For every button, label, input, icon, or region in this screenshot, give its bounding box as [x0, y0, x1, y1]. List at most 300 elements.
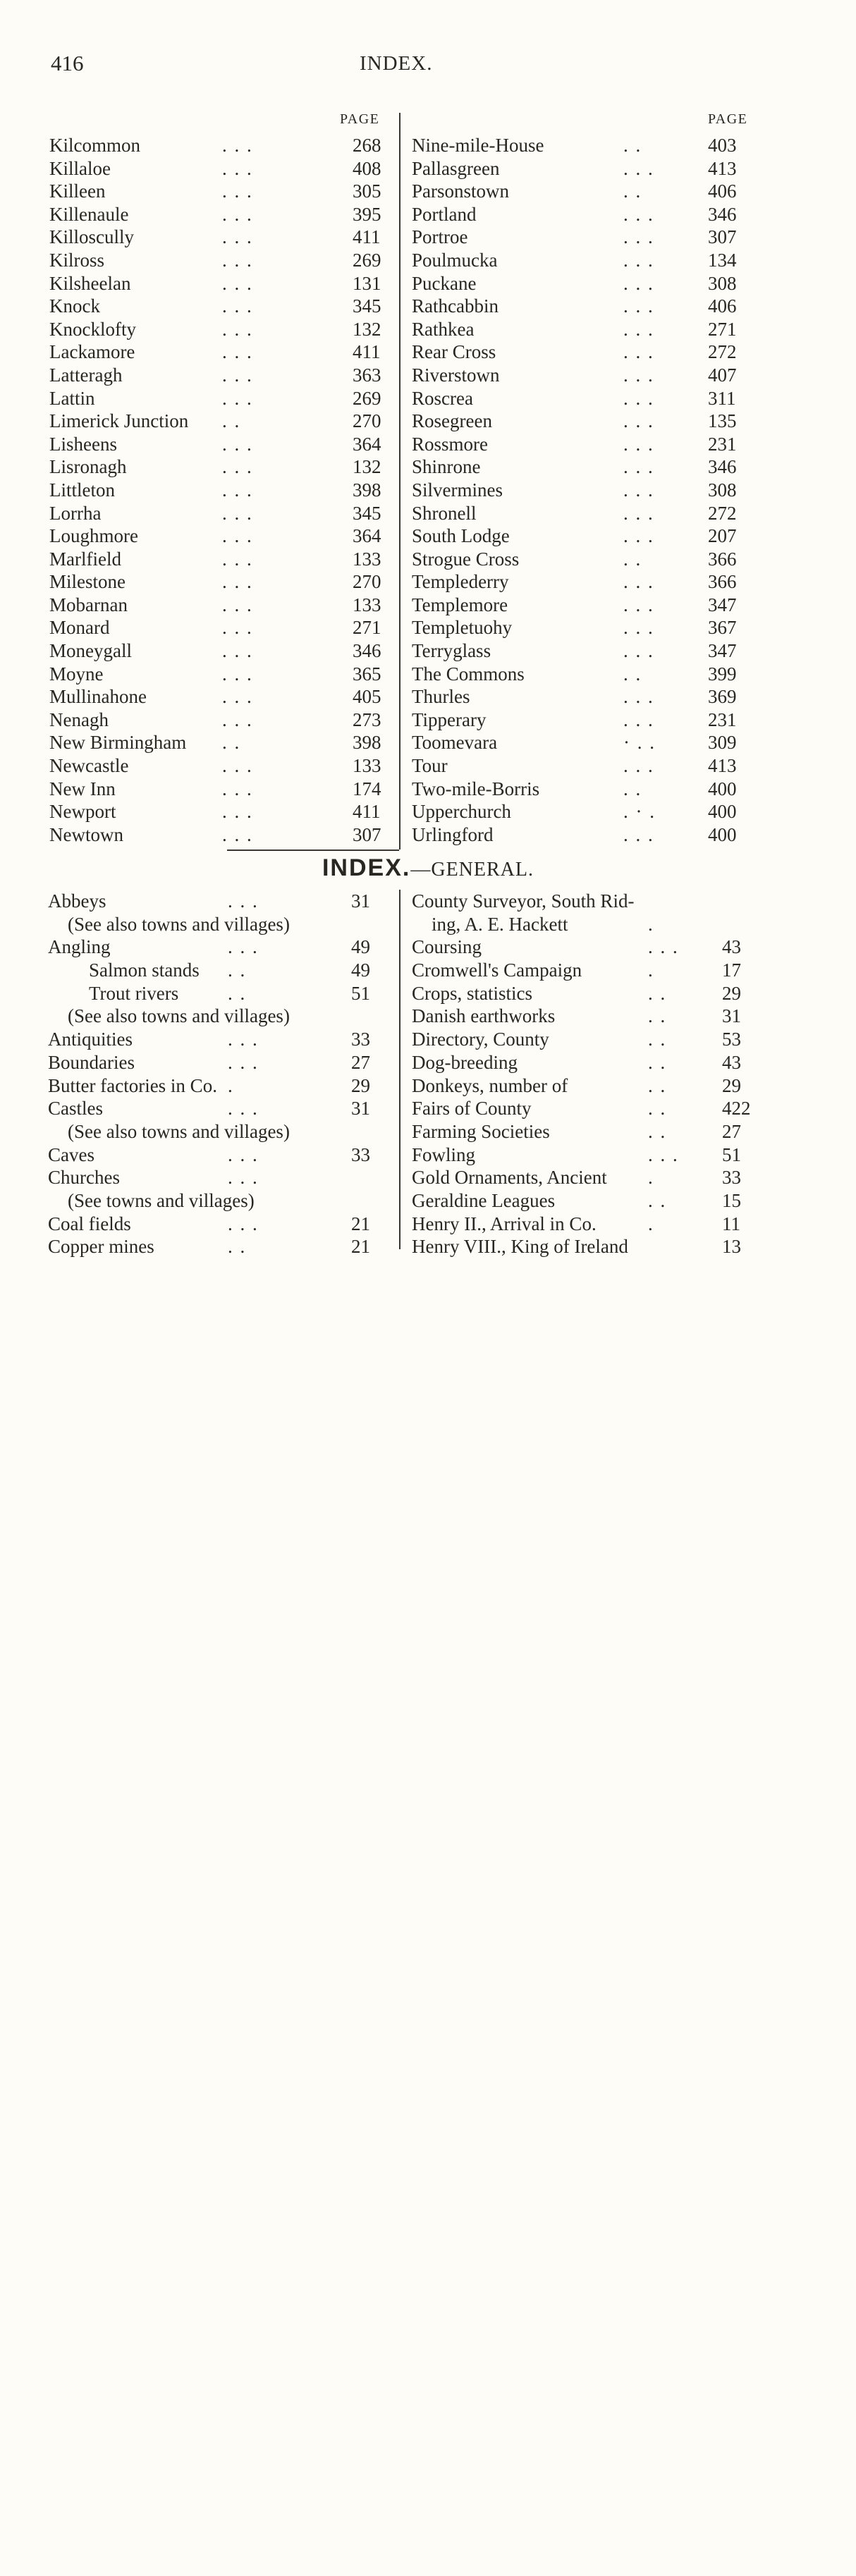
entry-page-number: 345 — [353, 502, 381, 524]
entry-leader-dots: . . . — [623, 571, 654, 593]
index-entry — [49, 455, 395, 479]
entry-page-number: 308 — [708, 479, 737, 501]
entry-leader-dots: . . . — [623, 525, 654, 547]
index-entry — [412, 433, 807, 456]
entry-name: South Lodge — [412, 525, 510, 547]
general-index-entry — [48, 890, 397, 913]
index-entry — [49, 226, 395, 249]
entry-page-number: 422 — [722, 1098, 751, 1120]
index-entry — [49, 134, 395, 157]
entry-leader-dots: . . — [623, 180, 642, 202]
index-entry — [49, 203, 395, 226]
general-index-entry — [48, 1051, 397, 1074]
entry-name: Puckane — [412, 272, 477, 294]
page-header — [0, 51, 856, 79]
general-index-entry — [48, 913, 397, 936]
entry-page-number: 400 — [708, 823, 737, 845]
index-entry — [412, 502, 807, 525]
entry-leader-dots: . . . — [228, 1051, 259, 1073]
entry-leader-dots: . . . — [222, 433, 253, 455]
entry-name: Templemore — [412, 594, 508, 615]
entry-name: Kilross — [49, 249, 105, 271]
entry-leader-dots: . . . — [222, 778, 253, 799]
entry-leader-dots: . . . — [623, 479, 654, 501]
general-index-entry — [48, 1143, 397, 1167]
entry-page-number: 407 — [708, 364, 737, 386]
entry-page-number: 309 — [708, 732, 737, 754]
entry-leader-dots: . . . — [623, 502, 654, 524]
general-index-entry — [48, 1074, 397, 1098]
entry-page-number: 413 — [708, 157, 737, 179]
entry-leader-dots: . . . — [222, 341, 253, 363]
entry-name: (See also towns and villages) — [68, 1120, 290, 1142]
entry-name: Lorrha — [49, 502, 102, 524]
entry-leader-dots: . — [228, 1074, 234, 1096]
entry-page-number: 21 — [351, 1236, 370, 1258]
entry-page-number: 49 — [351, 959, 370, 981]
entry-leader-dots: . . — [228, 959, 247, 981]
general-index-entry — [412, 1074, 821, 1098]
entry-leader-dots: . . . — [623, 640, 654, 662]
entry-page-number: 51 — [722, 1143, 741, 1165]
index-entry — [49, 387, 395, 410]
entry-name: Portland — [412, 203, 477, 225]
entry-leader-dots: . . . — [222, 226, 253, 248]
entry-leader-dots: . . — [648, 1189, 667, 1211]
entry-page-number: 364 — [353, 433, 381, 455]
entry-name: Crops, statistics — [412, 982, 533, 1004]
index-entry — [49, 639, 395, 663]
entry-name: Donkeys, number of — [412, 1074, 568, 1096]
entry-leader-dots: . . — [648, 1029, 667, 1050]
entry-name: Latteragh — [49, 364, 123, 386]
entry-leader-dots: . . . — [623, 295, 654, 317]
entry-name: Terryglass — [412, 640, 491, 662]
index-entry — [412, 479, 807, 502]
entry-name: Newcastle — [49, 755, 129, 777]
entry-leader-dots: . . . — [222, 387, 253, 409]
entry-name: Lackamore — [49, 341, 135, 363]
entry-leader-dots: . . — [623, 548, 642, 570]
entry-leader-dots: . . . — [222, 548, 253, 570]
entry-leader-dots: . . . — [222, 801, 253, 823]
entry-name: Rosegreen — [412, 410, 492, 432]
entry-leader-dots: . . . — [222, 456, 253, 478]
entry-page-number: 411 — [353, 801, 381, 823]
index-entry — [412, 616, 807, 639]
entry-page-number: 400 — [708, 778, 737, 799]
general-list-right — [412, 890, 821, 1258]
entry-page-number: 132 — [353, 318, 381, 340]
general-index-title-main: INDEX. — [322, 854, 411, 881]
index-entry — [412, 570, 807, 594]
index-entry — [49, 800, 395, 823]
entry-leader-dots: . . — [648, 1098, 667, 1120]
entry-leader-dots: . . . — [222, 272, 253, 294]
index-entry — [412, 823, 807, 847]
entry-name: Killeen — [49, 180, 106, 202]
general-index-entry — [48, 1097, 397, 1120]
entry-page-number: 408 — [353, 157, 381, 179]
entry-leader-dots: . . . — [222, 617, 253, 639]
entry-page-number: 29 — [722, 1074, 741, 1096]
entry-name: Moneygall — [49, 640, 132, 662]
general-index-entry — [412, 936, 821, 959]
entry-name: Rathcabbin — [412, 295, 499, 317]
index-entry — [412, 548, 807, 571]
entry-leader-dots: . — [648, 1167, 654, 1189]
entry-page-number: 11 — [722, 1213, 740, 1234]
entry-page-number: 270 — [353, 571, 381, 593]
right-column-page-header: PAGE — [708, 111, 748, 127]
index-entry — [49, 249, 395, 272]
entry-leader-dots: . . . — [623, 249, 654, 271]
entry-name: Lattin — [49, 387, 95, 409]
entry-leader-dots: . . . — [623, 456, 654, 478]
entry-name: The Commons — [412, 663, 525, 685]
general-index-entry — [412, 1143, 821, 1167]
entry-leader-dots: . . . — [623, 226, 654, 248]
entry-name: Monard — [49, 617, 110, 639]
index-entry — [49, 364, 395, 387]
entry-page-number: 269 — [353, 249, 381, 271]
index-entry — [49, 502, 395, 525]
general-index-entry — [412, 1189, 821, 1213]
entry-name: Rathkea — [412, 318, 475, 340]
entry-page-number: 273 — [353, 709, 381, 730]
entry-leader-dots: . . . — [222, 663, 253, 685]
index-entry — [412, 295, 807, 318]
towns-list-left — [49, 134, 395, 846]
entry-name: Trout rivers — [89, 982, 179, 1004]
entry-name: Cromwell's Campaign — [412, 959, 582, 981]
entry-page-number: 365 — [353, 663, 381, 685]
entry-name: New Birmingham — [49, 732, 187, 754]
entry-leader-dots: . . . — [228, 936, 259, 958]
entry-leader-dots: . . . — [222, 295, 253, 317]
entry-leader-dots: . . . — [623, 157, 654, 179]
entry-page-number: 132 — [353, 456, 381, 478]
entry-name: Coursing — [412, 936, 482, 958]
index-entry — [49, 318, 395, 341]
entry-name: Angling — [48, 936, 111, 958]
index-entry — [412, 709, 807, 732]
entry-page-number: 311 — [708, 387, 736, 409]
general-index-entry — [48, 1213, 397, 1236]
index-entry — [412, 594, 807, 617]
general-index-entry — [412, 1051, 821, 1074]
entry-leader-dots: . . — [648, 1051, 667, 1073]
entry-name: Shronell — [412, 502, 477, 524]
entry-leader-dots: . . . — [222, 249, 253, 271]
entry-leader-dots: . . . — [222, 571, 253, 593]
entry-leader-dots: . . — [228, 1236, 247, 1258]
entry-page-number: 271 — [353, 617, 381, 639]
index-entry — [49, 731, 395, 754]
entry-leader-dots: . . . — [222, 502, 253, 524]
general-index-entry — [48, 936, 397, 959]
entry-page-number: 31 — [351, 890, 370, 912]
entry-name: County Surveyor, South Rid- — [412, 890, 635, 912]
entry-name: ing, A. E. Hackett — [432, 913, 568, 935]
general-index-entry — [412, 1005, 821, 1028]
index-entry — [412, 455, 807, 479]
entry-page-number: 271 — [708, 318, 737, 340]
entry-page-number: 305 — [353, 180, 381, 202]
index-entry — [49, 685, 395, 709]
entry-leader-dots: . . . — [222, 709, 253, 730]
entry-leader-dots: . . . — [623, 755, 654, 777]
entry-name: Urlingford — [412, 823, 494, 845]
entry-page-number: 346 — [353, 640, 381, 662]
entry-leader-dots: . . . — [228, 890, 259, 912]
index-entry — [412, 525, 807, 548]
entry-page-number: 231 — [708, 709, 737, 730]
index-entry — [49, 616, 395, 639]
entry-name: Kilsheelan — [49, 272, 131, 294]
entry-name: Portroe — [412, 226, 468, 248]
entry-leader-dots: . . . — [228, 1213, 259, 1234]
entry-leader-dots: . . . — [222, 686, 253, 708]
entry-leader-dots: . . — [648, 1005, 667, 1027]
entry-leader-dots: . . . — [623, 709, 654, 730]
entry-page-number: 27 — [722, 1120, 741, 1142]
entry-page-number: 272 — [708, 502, 737, 524]
general-index-entry — [412, 890, 821, 913]
entry-name: Killoscully — [49, 226, 134, 248]
entry-leader-dots: . . . — [623, 387, 654, 409]
general-index-entry — [48, 959, 397, 982]
entry-name: Knock — [49, 295, 100, 317]
index-entry — [49, 295, 395, 318]
entry-leader-dots: . . . — [222, 180, 253, 202]
entry-leader-dots: · . . — [623, 732, 656, 754]
general-index-entry — [48, 982, 397, 1005]
general-index-entry — [412, 1213, 821, 1236]
entry-page-number: 363 — [353, 364, 381, 386]
entry-page-number: 31 — [351, 1098, 370, 1120]
index-entry — [412, 410, 807, 433]
entry-name: Fowling — [412, 1143, 476, 1165]
entry-leader-dots: . . . — [222, 364, 253, 386]
entry-leader-dots: . . — [623, 778, 642, 799]
entry-leader-dots: . . . — [648, 936, 679, 958]
left-column-page-header: PAGE — [340, 111, 380, 127]
entry-leader-dots: . . . — [228, 1143, 259, 1165]
entry-page-number: 133 — [353, 755, 381, 777]
general-index-entry — [48, 1005, 397, 1028]
entry-name: Moyne — [49, 663, 104, 685]
general-index-entry — [412, 1120, 821, 1143]
general-index-entry — [412, 1235, 821, 1258]
entry-page-number: 269 — [353, 387, 381, 409]
entry-name: Strogue Cross — [412, 548, 520, 570]
entry-leader-dots: . . . — [623, 272, 654, 294]
entry-name: Nenagh — [49, 709, 109, 730]
index-entry — [412, 341, 807, 364]
entry-page-number: 17 — [722, 959, 741, 981]
entry-page-number: 51 — [351, 982, 370, 1004]
entry-page-number: 347 — [708, 594, 737, 615]
index-entry — [412, 754, 807, 778]
entry-leader-dots: . . . — [623, 686, 654, 708]
entry-page-number: 43 — [722, 936, 741, 958]
entry-name: Silvermines — [412, 479, 503, 501]
index-entry — [412, 778, 807, 801]
entry-name: Butter factories in Co. — [48, 1074, 217, 1096]
entry-leader-dots: . . . — [222, 318, 253, 340]
entry-name: Directory, County — [412, 1029, 549, 1050]
entry-name: Limerick Junction — [49, 410, 189, 432]
index-entry — [49, 479, 395, 502]
entry-name: Henry VIII., King of Ireland — [412, 1236, 628, 1258]
entry-page-number: 406 — [708, 180, 737, 202]
entry-page-number: 400 — [708, 801, 737, 823]
entry-name: Mullinahone — [49, 686, 147, 708]
entry-leader-dots: . . . — [623, 364, 654, 386]
entry-leader-dots: . . — [623, 135, 642, 156]
entry-page-number: 403 — [708, 135, 737, 156]
entry-name: Rossmore — [412, 433, 488, 455]
index-entry — [49, 548, 395, 571]
index-entry — [49, 823, 395, 847]
entry-page-number: 135 — [708, 410, 737, 432]
entry-name: Lisheens — [49, 433, 117, 455]
entry-name: (See towns and villages) — [68, 1189, 255, 1211]
entry-page-number: 33 — [351, 1029, 370, 1050]
entry-leader-dots: . . . — [222, 823, 253, 845]
entry-page-number: 398 — [353, 732, 381, 754]
entry-name: Two-mile-Borris — [412, 778, 540, 799]
index-entry — [49, 778, 395, 801]
entry-page-number: 346 — [708, 203, 737, 225]
entry-name: Tipperary — [412, 709, 487, 730]
general-index-entry — [48, 1120, 397, 1143]
towns-list-right — [412, 134, 807, 846]
entry-leader-dots: . . . — [228, 1098, 259, 1120]
entry-name: Loughmore — [49, 525, 138, 547]
entry-name: Dog-breeding — [412, 1051, 518, 1073]
entry-name: Tour — [412, 755, 448, 777]
general-index-title — [0, 854, 856, 882]
entry-name: Marlfield — [49, 548, 121, 570]
entry-leader-dots: . . . — [648, 1143, 679, 1165]
entry-page-number: 369 — [708, 686, 737, 708]
general-index-entry — [412, 982, 821, 1005]
entry-name: Boundaries — [48, 1051, 135, 1073]
entry-name: Knocklofty — [49, 318, 136, 340]
entry-page-number: 346 — [708, 456, 737, 478]
entry-name: Caves — [48, 1143, 94, 1165]
entry-page-number: 43 — [722, 1051, 741, 1073]
general-index-entry — [412, 1166, 821, 1189]
entry-leader-dots: . . . — [222, 135, 253, 156]
index-entry — [412, 180, 807, 203]
entry-name: Littleton — [49, 479, 115, 501]
index-entry — [412, 800, 807, 823]
index-entry — [412, 639, 807, 663]
index-entry — [412, 685, 807, 709]
entry-name: (See also towns and villages) — [68, 913, 290, 935]
entry-page-number: 307 — [353, 823, 381, 845]
entry-leader-dots: . . . — [623, 410, 654, 432]
entry-page-number: 307 — [708, 226, 737, 248]
entry-name: Killaloe — [49, 157, 111, 179]
entry-name: Antiquities — [48, 1029, 133, 1050]
entry-page-number: 268 — [353, 135, 381, 156]
general-index-entry — [48, 1189, 397, 1213]
entry-name: Salmon stands — [89, 959, 200, 981]
entry-leader-dots: . . — [648, 1074, 667, 1096]
page-number: 416 — [51, 51, 84, 75]
entry-page-number: 270 — [353, 410, 381, 432]
entry-leader-dots: . · . — [623, 801, 656, 823]
general-index-entry — [412, 1097, 821, 1120]
entry-name: Riverstown — [412, 364, 500, 386]
entry-leader-dots: . . — [623, 663, 642, 685]
entry-leader-dots: . — [648, 1213, 654, 1234]
general-index-title-sub: —GENERAL. — [410, 859, 534, 881]
index-entry — [412, 387, 807, 410]
general-index-entry — [412, 959, 821, 982]
running-title: INDEX. — [360, 52, 433, 75]
entry-leader-dots: . . . — [222, 525, 253, 547]
general-index-entry — [48, 1235, 397, 1258]
entry-name: Gold Ornaments, Ancient — [412, 1167, 607, 1189]
entry-leader-dots: . . . — [222, 203, 253, 225]
entry-leader-dots: . . . — [222, 479, 253, 501]
entry-page-number: 29 — [722, 982, 741, 1004]
entry-page-number: 27 — [351, 1051, 370, 1073]
entry-page-number: 308 — [708, 272, 737, 294]
entry-page-number: 272 — [708, 341, 737, 363]
entry-name: Mobarnan — [49, 594, 128, 615]
entry-leader-dots: . . — [648, 982, 667, 1004]
entry-leader-dots: . . — [222, 410, 241, 432]
entry-leader-dots: . . . — [222, 157, 253, 179]
entry-page-number: 367 — [708, 617, 737, 639]
entry-name: Toomevara — [412, 732, 498, 754]
entry-leader-dots: . . . — [623, 594, 654, 615]
entry-name: Parsonstown — [412, 180, 510, 202]
entry-leader-dots: . . . — [623, 318, 654, 340]
index-entry — [412, 203, 807, 226]
entry-name: Pallasgreen — [412, 157, 500, 179]
index-entry — [412, 226, 807, 249]
index-entry — [49, 341, 395, 364]
entry-leader-dots: . . . — [623, 617, 654, 639]
index-entry — [412, 157, 807, 180]
index-entry — [412, 134, 807, 157]
entry-page-number: 405 — [353, 686, 381, 708]
entry-name: Fairs of County — [412, 1098, 532, 1120]
index-entry — [49, 709, 395, 732]
entry-page-number: 134 — [708, 249, 737, 271]
entry-page-number: 133 — [353, 594, 381, 615]
entry-page-number: 366 — [708, 548, 737, 570]
entry-name: Henry II., Arrival in Co. — [412, 1213, 597, 1234]
entry-name: Farming Societies — [412, 1120, 550, 1142]
general-list-left — [48, 890, 397, 1258]
entry-page-number: 231 — [708, 433, 737, 455]
entry-name: New Inn — [49, 778, 116, 799]
index-entry — [49, 272, 395, 295]
entry-page-number: 29 — [351, 1074, 370, 1096]
entry-page-number: 33 — [722, 1167, 741, 1189]
entry-page-number: 398 — [353, 479, 381, 501]
entry-name: Shinrone — [412, 456, 481, 478]
entry-name: (See also towns and villages) — [68, 1005, 290, 1027]
